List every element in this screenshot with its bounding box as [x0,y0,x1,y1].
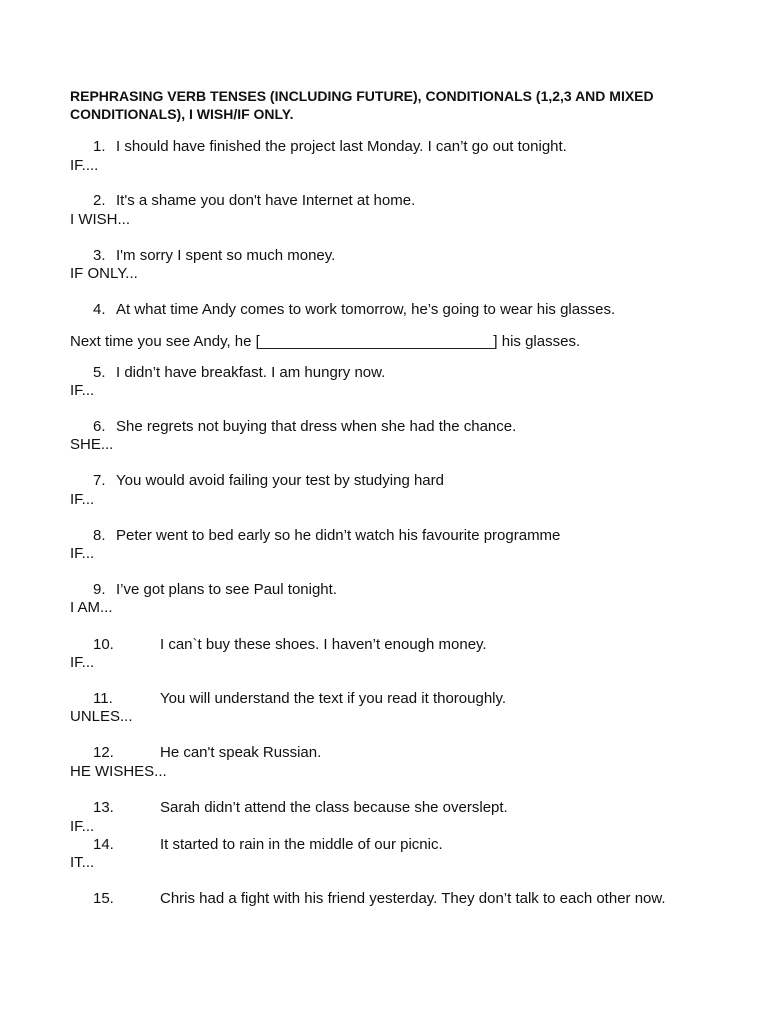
item-number: 13. [93,799,114,816]
item-number: 5. [93,364,106,381]
item-prompt: IF... [70,382,95,399]
worksheet-title: REPHRASING VERB TENSES (INCLUDING FUTURE), CONDITIONALS (1,2,3 AND MIXED CONDITIONALS), I WISH/IF ONLY. [70,88,654,122]
item-prompt: IF... [70,654,95,671]
item-number: 3. [93,247,106,264]
item-sentence: You will understand the text if you read it thoroughly. [160,690,507,707]
item-number: 10. [93,636,114,653]
item-sentence: He can't speak Russian. [160,744,322,761]
item-prompt: IF.... [70,157,99,174]
item-number: 7. [93,472,106,489]
item-prompt: IF... [70,545,95,562]
item-number: 11. [93,690,113,707]
item-sentence: It's a shame you don't have Internet at home. [116,192,416,209]
item-sentence: I'm sorry I spent so much money. [116,247,336,264]
item-sentence: She regrets not buying that dress when she had the chance. [116,418,517,435]
item-sentence: I can`t buy these shoes. I haven’t enough money. [160,636,487,653]
item-number: 1. [93,138,106,155]
item-sentence: It started to rain in the middle of our picnic. [160,836,443,853]
item-number: 12. [93,744,114,761]
item-prompt: SHE... [70,436,114,453]
item-prompt: I AM... [70,599,113,616]
item-number: 8. [93,527,106,544]
item-number: 14. [93,836,114,853]
item-prompt: I WISH... [70,211,130,228]
item-number: 15. [93,890,114,907]
item-prompt: IF... [70,491,95,508]
item-prompt: Next time you see Andy, he [____________________________] his glasses. [70,333,581,350]
item-sentence: I’ve got plans to see Paul tonight. [116,581,337,598]
item-sentence: At what time Andy comes to work tomorrow, he’s going to wear his glasses. [116,301,616,318]
item-prompt: IT... [70,854,95,871]
item-prompt: IF... [70,818,95,835]
item-prompt: UNLES... [70,708,133,725]
item-sentence: Sarah didn’t attend the class because she overslept. [160,799,508,816]
item-sentence: Chris had a fight with his friend yesterday. They don’t talk to each other now. [160,890,666,907]
item-number: 9. [93,581,106,598]
item-sentence: I should have finished the project last Monday. I can’t go out tonight. [116,138,567,155]
item-sentence: I didn’t have breakfast. I am hungry now. [116,364,386,381]
item-sentence: You would avoid failing your test by studying hard [116,472,444,489]
item-number: 4. [93,301,106,318]
item-sentence: Peter went to bed early so he didn’t watch his favourite programme [116,527,561,544]
item-prompt: IF ONLY... [70,265,138,282]
item-number: 6. [93,418,106,435]
item-prompt: HE WISHES... [70,763,167,780]
item-number: 2. [93,192,106,209]
